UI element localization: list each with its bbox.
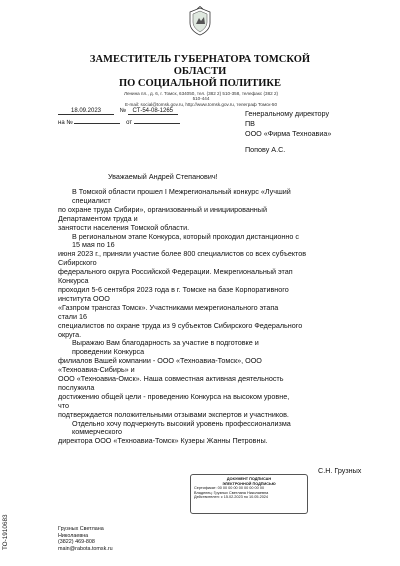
registration-number-label: № bbox=[119, 108, 127, 114]
body-line: коммерческого bbox=[58, 427, 122, 437]
address-line: Ленина пл., д. 6, г. Томск, 634050, тел. (382 2) 510-358, телефакс (382 2) bbox=[123, 91, 279, 96]
body-line: по охране труда Сибири», организованный и инициированный bbox=[58, 204, 267, 214]
body-line: проведении Конкурса bbox=[58, 347, 145, 357]
body-line: подтверждается положительными отзывами экспертов и участников. bbox=[58, 409, 289, 419]
body-line: специалистов по охране труда из 9 субъектов Сибирского Федерального bbox=[58, 320, 303, 330]
letter-body bbox=[58, 188, 368, 446]
body-line: округа. bbox=[58, 329, 82, 339]
body-line: «Газпром трансгаз Томск». Участниками межрегионального этапа bbox=[58, 302, 279, 312]
body-line: занятости населения Томской области. bbox=[58, 222, 190, 232]
addressee-line: ООО «Фирма Техноавиа» bbox=[245, 129, 332, 138]
address-line: E-mail: social@tomsk.gov.ru, http://www.tomsk.gov.ru, телеграф Томск-50 bbox=[124, 101, 278, 107]
reference-date bbox=[134, 123, 180, 124]
body-line: В Томской области прошел I Межрегиональный конкурс «Лучший bbox=[58, 187, 291, 196]
body-line: достижению общей цели - проведению Конкурса на высоком уровне, bbox=[58, 391, 290, 401]
body-line: Сибирского bbox=[58, 258, 97, 268]
registration-date: 18.09.2023 bbox=[58, 108, 114, 115]
executor-line: main@rabota.tomsk.ru bbox=[58, 545, 113, 552]
side-code-text: ТО-1910683 bbox=[2, 514, 9, 550]
body-line: послужила bbox=[58, 382, 95, 392]
body-line: 15 мая по 16 bbox=[58, 240, 115, 250]
signatory-name: С.Н. Грузных bbox=[318, 466, 362, 475]
body-line: ООО «Техноавиа-Омск». Наша совместная активная деятельность bbox=[58, 374, 284, 384]
coat-of-arms-icon bbox=[187, 6, 213, 36]
body-line: Выражаю Вам благодарность за участие в подготовке и bbox=[58, 338, 259, 348]
body-line: проходил 5-6 сентября 2023 года в г. Томске на базе Корпоративного bbox=[58, 284, 289, 294]
addressee-line: ПВ bbox=[245, 119, 255, 128]
stamp-line: Сертификат: 00 00 00 00 00 00 00 00 00 bbox=[194, 486, 265, 491]
stamp-line: Владелец: Грузных Светлана Николаевна bbox=[194, 490, 269, 495]
e-signature-stamp bbox=[190, 474, 308, 514]
body-line: июня 2023 г., приняли участие более 800 специалистов со всех субъектов bbox=[58, 249, 307, 259]
body-line: что bbox=[58, 400, 69, 410]
addressee bbox=[245, 109, 395, 155]
org-title-line: ОБЛАСТИ bbox=[173, 66, 227, 77]
org-title-line: ПО СОЦИАЛЬНОЙ ПОЛИТИКЕ bbox=[118, 78, 282, 89]
address-line: 510-444 bbox=[192, 96, 210, 102]
body-line: филиалов Вашей компании - ООО «Техноавиа-Томск», ООО bbox=[58, 356, 262, 366]
body-line: Конкурса bbox=[58, 276, 89, 286]
stamp-title: ЭЛЕКТРОННОЙ ПОДПИСЬЮ bbox=[222, 481, 276, 486]
reference-row bbox=[58, 120, 180, 126]
executor-line: Грузных Светлана bbox=[58, 526, 104, 532]
stamp-title: ДОКУМЕНТ ПОДПИСАН bbox=[226, 477, 272, 481]
body-line: директора ООО «Техноавиа-Томск» Кузеры Жанны Петровны. bbox=[58, 436, 268, 446]
salutation: Уважаемый Андрей Степанович! bbox=[108, 172, 218, 181]
addressee-line: Генеральному директору bbox=[245, 109, 330, 118]
body-line: Отдельно хочу подчеркнуть высокий уровень профессионализма bbox=[58, 418, 291, 428]
body-line: федерального округа Российской Федерации. Межрегиональный этап bbox=[58, 267, 293, 277]
body-line: института ООО bbox=[58, 293, 110, 303]
body-line: специалист bbox=[58, 195, 111, 205]
body-line: «Техноавиа-Сибирь» и bbox=[58, 365, 135, 375]
reference-number bbox=[74, 123, 120, 124]
executor-info bbox=[58, 526, 113, 552]
registration-number: СТ-54-08-1265 bbox=[128, 108, 178, 115]
registration-date-row bbox=[58, 108, 178, 115]
executor-line: (3822) 469-808 bbox=[58, 539, 95, 546]
reference-from-label: от bbox=[126, 120, 133, 126]
addressee-line: Попову А.С. bbox=[245, 145, 286, 154]
body-line: В региональном этапе Конкурса, который проходил дистанционно с bbox=[58, 231, 299, 241]
body-line: Департаментом труда и bbox=[58, 213, 138, 223]
reference-label: на № bbox=[58, 120, 73, 126]
org-title bbox=[60, 54, 340, 90]
org-title-line: ЗАМЕСТИТЕЛЬ ГУБЕРНАТОРА ТОМСКОЙ bbox=[89, 54, 311, 65]
org-address bbox=[70, 91, 332, 107]
body-line: стали 16 bbox=[58, 311, 88, 321]
stamp-line: Действителен: с 15.02.2023 по 10.05.2024 bbox=[194, 495, 269, 500]
executor-line: Николаевна bbox=[58, 532, 89, 539]
side-registration-code bbox=[0, 462, 14, 552]
